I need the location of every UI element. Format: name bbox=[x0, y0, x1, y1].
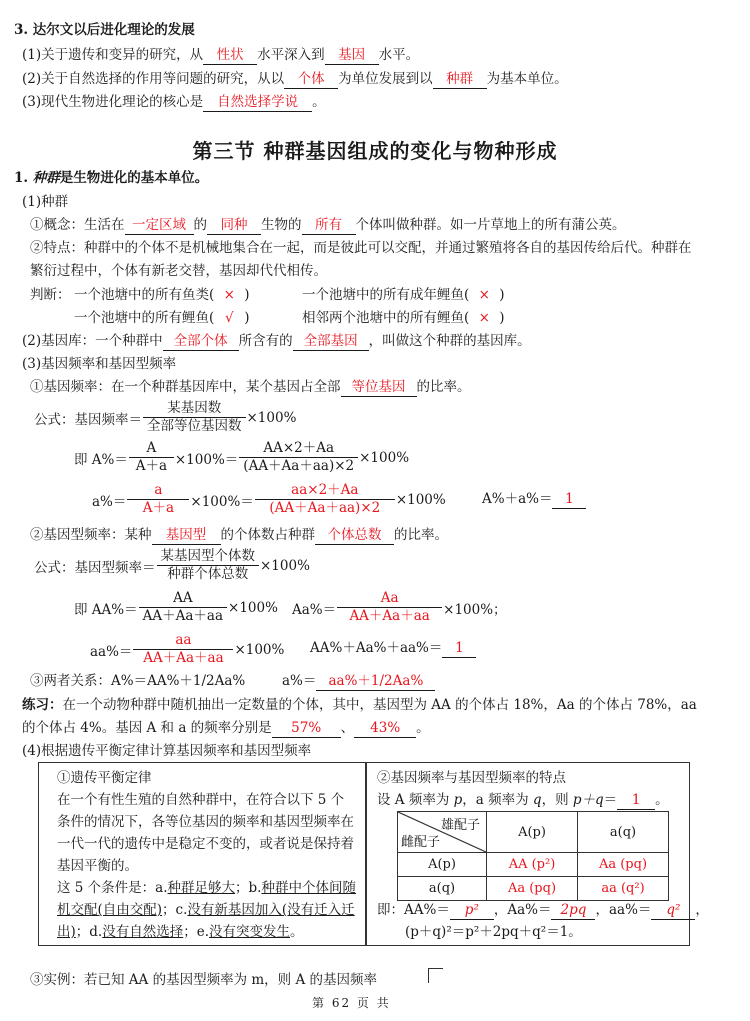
judge-text: 相邻两个池塘中的所有鲤鱼( bbox=[302, 310, 470, 326]
genefreq-line bbox=[30, 377, 471, 397]
paren: ) bbox=[499, 287, 505, 303]
answer-blank: aa%＋1/2Aa% bbox=[316, 672, 435, 691]
text: 这 5 个条件是： bbox=[57, 880, 156, 896]
fraction bbox=[337, 590, 442, 625]
text: ③两者关系：A%＝AA%＋1/2Aa% bbox=[30, 673, 246, 689]
var-p: p bbox=[453, 792, 463, 808]
text: a%＝ bbox=[282, 673, 317, 689]
corner-top-label: 雄配子 bbox=[440, 818, 480, 833]
answer-blank: 1 bbox=[617, 791, 655, 810]
judge-text: 一个池塘中的所有成年鲤鱼( bbox=[302, 287, 470, 303]
numerator: aa×2＋Aa bbox=[291, 482, 359, 498]
text: 的个体数占种群 bbox=[220, 527, 315, 543]
sep: ； bbox=[75, 924, 90, 940]
cond-key: e. bbox=[196, 924, 209, 940]
paren: ) bbox=[244, 310, 250, 326]
corner-cell bbox=[398, 812, 487, 853]
answer-blank: 全部基因 bbox=[293, 332, 369, 351]
table-cell: aa (q²) bbox=[578, 877, 669, 901]
answer-blank: 全部个体 bbox=[163, 332, 239, 351]
numerator: 某基因数 bbox=[167, 400, 222, 416]
gamete-table bbox=[397, 811, 669, 901]
part-1-heading bbox=[14, 168, 208, 188]
numerator: Aa bbox=[380, 590, 399, 606]
sec3-line-2 bbox=[22, 69, 568, 89]
formula-AA bbox=[74, 590, 278, 625]
denominator: (AA＋Aa＋aa)×2 bbox=[243, 458, 355, 474]
table-row bbox=[398, 853, 669, 877]
cond-value: 没有新基因加入(没有迁入迁出) bbox=[57, 902, 355, 940]
table-cell: Aa (pq) bbox=[578, 853, 669, 877]
text: 的 bbox=[193, 217, 207, 233]
practice-line-1 bbox=[22, 695, 697, 715]
denominator: 种群个体总数 bbox=[167, 566, 249, 582]
formula-A bbox=[74, 440, 409, 475]
col-header: a(q) bbox=[578, 812, 669, 853]
page-title: 第三节 种群基因组成的变化与物种形成 bbox=[192, 139, 558, 163]
paren: ) bbox=[499, 310, 505, 326]
cross-mark: × bbox=[478, 287, 490, 303]
example-line: ③实例：若已知 AA 的基因型频率为 m，则 A 的基因频率 bbox=[30, 972, 378, 988]
concept-line bbox=[30, 215, 626, 235]
sep: 。 bbox=[290, 924, 304, 940]
answer-blank: 43% bbox=[354, 719, 416, 738]
answer-blank: 57% bbox=[272, 719, 341, 738]
answer-blank: 个体总数 bbox=[315, 526, 394, 545]
relation-line bbox=[30, 671, 245, 691]
fraction bbox=[127, 482, 189, 517]
text: ①基因频率：在一个种群基因库中，某个基因占全部 bbox=[30, 379, 341, 395]
formula-lead: aa%＝ bbox=[90, 643, 133, 660]
text: 的比率。 bbox=[394, 527, 448, 543]
formula-lead: a%＝ bbox=[92, 493, 127, 510]
denominator: AA＋Aa＋aa bbox=[143, 650, 224, 666]
denominator: AA＋Aa＋aa bbox=[349, 608, 430, 624]
cond-value: 种群中个体间随机交配(自由交配) bbox=[57, 880, 356, 918]
formula-tail: ×100% bbox=[359, 449, 410, 466]
answer-blank: 种群 bbox=[433, 70, 487, 89]
answer-blank: 所有 bbox=[302, 216, 356, 235]
answer-blank: 自然选择学说 bbox=[203, 93, 312, 112]
text: 水平深入到 bbox=[257, 47, 325, 63]
text: A%＋a%＝ bbox=[482, 491, 553, 507]
sec3-line-1 bbox=[22, 45, 419, 65]
answer-blank: p² bbox=[450, 901, 494, 920]
formula-tail: ×100%； bbox=[443, 601, 507, 618]
text: ，叫做这个种群的基因库。 bbox=[368, 333, 531, 349]
cond-key: c. bbox=[175, 902, 188, 918]
fraction bbox=[133, 632, 233, 667]
formula-mid: ×100%＝ bbox=[190, 493, 254, 510]
table-row bbox=[398, 812, 669, 853]
denominator: A＋a bbox=[142, 500, 175, 516]
genepool-line bbox=[22, 331, 531, 351]
page-footer: 第 62 页 共 bbox=[312, 996, 391, 1010]
text: 、 bbox=[340, 720, 355, 736]
formula-tail: ×100% bbox=[234, 641, 285, 658]
answer-blank: 1 bbox=[552, 490, 586, 509]
denominator: A＋a bbox=[135, 458, 168, 474]
sub-3: (3)基因频率和基因型频率 bbox=[22, 356, 177, 372]
text: 的个体占 4%。基因 A 和 a 的频率分别是 bbox=[22, 720, 272, 736]
heading-emphasis: 种群 bbox=[32, 170, 60, 186]
denominator: (AA＋Aa＋aa)×2 bbox=[269, 500, 381, 516]
text: 设 A 频率为 bbox=[377, 792, 454, 808]
formula-mid: ×100%＝ bbox=[174, 451, 239, 468]
paren: ) bbox=[244, 287, 250, 303]
judge-item bbox=[74, 308, 250, 328]
formula-a bbox=[92, 482, 446, 517]
text: 水平。 bbox=[378, 47, 420, 63]
heading-text: 是生物进化的基本单位。 bbox=[59, 170, 209, 186]
formula-aa bbox=[90, 632, 284, 667]
table-row bbox=[398, 877, 669, 901]
answer-blank: 等位基因 bbox=[341, 378, 417, 397]
row-header: a(q) bbox=[398, 877, 487, 901]
corner-bottom-label: 雌配子 bbox=[401, 835, 441, 850]
text: ②基因型频率：某种 bbox=[30, 527, 152, 543]
fraction bbox=[157, 548, 260, 583]
answer-blank: 一定区域 bbox=[125, 216, 194, 235]
cond-value: 没有自然选择 bbox=[102, 924, 184, 940]
sum-A bbox=[482, 489, 586, 509]
judge-text: 一个池塘中的所有鱼类( bbox=[74, 287, 215, 303]
judge-item bbox=[74, 285, 250, 305]
setup-line bbox=[377, 789, 682, 811]
text: ＝ bbox=[603, 792, 618, 808]
answer-blank: 2pq bbox=[551, 901, 595, 920]
fraction bbox=[139, 590, 227, 625]
text: (3)现代生物进化理论的核心是 bbox=[22, 94, 204, 110]
row-header: A(p) bbox=[398, 853, 487, 877]
numerator: a bbox=[154, 482, 163, 498]
text: ， bbox=[695, 902, 709, 918]
formula-tail: ×100% bbox=[260, 557, 310, 574]
answer-blank: q² bbox=[651, 901, 695, 920]
judge-text: 一个池塘中的所有鲤鱼( bbox=[74, 310, 215, 326]
text: 。 bbox=[655, 792, 669, 808]
numerator: 某基因型个体数 bbox=[160, 548, 255, 564]
box-left-title: ①遗传平衡定律 bbox=[57, 770, 152, 786]
text: ，aa%＝ bbox=[595, 902, 652, 918]
numerator: aa bbox=[175, 632, 192, 648]
var-q: q bbox=[532, 792, 542, 808]
cross-mark: × bbox=[223, 287, 235, 303]
formula-label: 公式：基因型频率＝ bbox=[34, 559, 156, 576]
text: (2)关于自然选择的作用等问题的研究，从以 bbox=[22, 71, 285, 87]
formula-tail: ×100% bbox=[228, 599, 278, 616]
identity-line: (p＋q)²＝p²＋2pq＋q²＝1。 bbox=[405, 924, 582, 940]
text: 为基本单位。 bbox=[486, 71, 568, 87]
practice-line-2 bbox=[22, 718, 430, 738]
box-left-body: 在一个有性生殖的自然种群中，在符合以下 5 个条件的情况下，各等位基因的频率和基因型频率在一代一代的遗传中是稳定不变的，或者说是保持着基因平衡的。 bbox=[57, 792, 354, 874]
feature-line-1: ②特点：种群中的个体不是机械地集合在一起，而是彼此可以交配，并通过繁殖将各自的基因传给后代。种群在 bbox=[30, 240, 692, 256]
answer-blank: 性状 bbox=[203, 46, 257, 65]
answer-blank: 基因 bbox=[325, 46, 379, 65]
text: ，Aa%＝ bbox=[493, 902, 552, 918]
text: 在一个动物种群中随机抽出一定数量的个体，其中，基因型为 AA 的个体占 18%，Aa 的个体占 78%，aa bbox=[62, 697, 697, 713]
relation-a bbox=[282, 671, 435, 691]
heading-number: 1. bbox=[14, 170, 29, 186]
judge-label: 判断： bbox=[30, 287, 71, 303]
formula-lead: 即 A%＝ bbox=[74, 451, 128, 468]
sub-1: (1)种群 bbox=[22, 194, 69, 210]
fraction bbox=[239, 440, 358, 475]
text: 个体叫做种群。如一片草地上的所有蒲公英。 bbox=[355, 217, 626, 233]
answer-blank: 基因型 bbox=[152, 526, 221, 545]
text: 所含有的 bbox=[238, 333, 293, 349]
cond-key: b. bbox=[248, 880, 262, 896]
judge-item bbox=[302, 285, 505, 305]
formula-label: 公式：基因频率＝ bbox=[34, 411, 142, 428]
text: AA%＋Aa%＋aa%＝ bbox=[310, 640, 443, 656]
sum-AA bbox=[310, 638, 476, 658]
fraction bbox=[129, 440, 174, 475]
text: 为单位发展到以 bbox=[338, 71, 433, 87]
denominator: 全部等位基因数 bbox=[147, 418, 242, 434]
cond-key: d. bbox=[89, 924, 103, 940]
sec3-line-3 bbox=[22, 92, 326, 112]
text: 。 bbox=[312, 94, 326, 110]
numerator: AA×2＋Aa bbox=[263, 440, 335, 456]
fraction bbox=[143, 400, 246, 435]
formula-Aa bbox=[292, 590, 507, 625]
box-divider bbox=[365, 763, 367, 945]
sub-4: (4)根据遗传平衡定律计算基因频率和基因型频率 bbox=[22, 743, 312, 759]
numerator: A bbox=[146, 440, 157, 456]
expr: p＋q bbox=[572, 792, 604, 808]
text: 的比率。 bbox=[416, 379, 471, 395]
formula-lead: 即 AA%＝ bbox=[74, 601, 138, 618]
text: ，a 频率为 bbox=[462, 792, 533, 808]
table-cell: Aa (pq) bbox=[487, 877, 578, 901]
denominator: AA＋Aa＋aa bbox=[142, 608, 224, 624]
text: ①概念：生活在 bbox=[30, 217, 125, 233]
formula-gene-frequency bbox=[34, 400, 296, 435]
text: 即：AA%＝ bbox=[377, 902, 450, 918]
formula-tail: ×100% bbox=[395, 491, 446, 508]
text: ，则 bbox=[541, 792, 573, 808]
sep: ； bbox=[162, 902, 176, 918]
sep: ； bbox=[183, 924, 197, 940]
col-header: A(p) bbox=[487, 812, 578, 853]
cond-value: 没有突变发生 bbox=[209, 924, 290, 940]
answer-blank: 个体 bbox=[284, 70, 338, 89]
cond-key: a. bbox=[155, 880, 168, 896]
numerator: AA bbox=[173, 590, 193, 606]
box-left bbox=[57, 767, 357, 943]
text: 生物的 bbox=[261, 217, 302, 233]
hardy-weinberg-box bbox=[38, 762, 709, 946]
formula-lead: Aa%＝ bbox=[292, 601, 337, 618]
judge-item bbox=[302, 308, 505, 328]
table-cell: AA (p²) bbox=[487, 853, 578, 877]
genotypefreq-line bbox=[30, 525, 448, 545]
practice-label: 练习： bbox=[22, 697, 63, 713]
cross-mark: × bbox=[478, 310, 490, 326]
result-line bbox=[377, 899, 709, 921]
conditions bbox=[57, 877, 357, 943]
formula-genotype-frequency bbox=[34, 548, 310, 583]
section-3-heading: 3. 达尔文以后进化理论的发展 bbox=[14, 22, 195, 38]
formula-tail: ×100% bbox=[246, 409, 297, 426]
text: (1)关于遗传和变异的研究，从 bbox=[22, 47, 204, 63]
text: (2)基因库：一个种群中 bbox=[22, 333, 163, 349]
check-mark: √ bbox=[224, 310, 234, 326]
text: 。 bbox=[416, 720, 430, 736]
feature-line-2: 繁衍过程中，个体有新老交替，基因却代代相传。 bbox=[30, 263, 327, 279]
corner-mark-icon bbox=[428, 968, 443, 983]
answer-blank: 同种 bbox=[207, 216, 261, 235]
sep: ； bbox=[235, 880, 249, 896]
answer-blank: 1 bbox=[442, 639, 476, 658]
fraction bbox=[255, 482, 395, 517]
cond-value: 种群足够大 bbox=[167, 880, 236, 896]
box-right-title: ②基因频率与基因型频率的特点 bbox=[377, 770, 566, 786]
box-right bbox=[377, 767, 709, 940]
